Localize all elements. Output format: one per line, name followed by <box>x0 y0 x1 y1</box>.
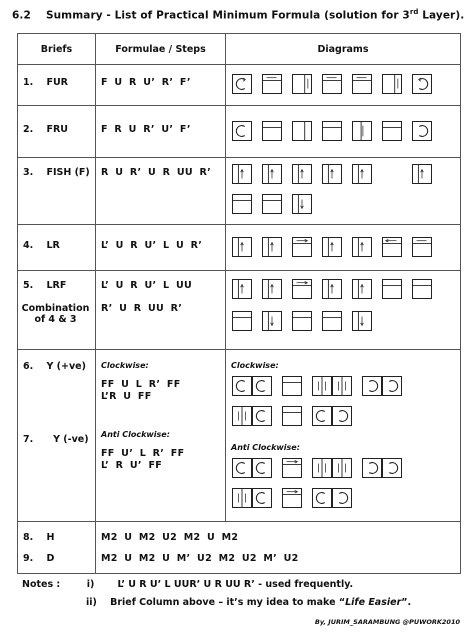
brief-fur <box>18 65 95 88</box>
title-sup: rd <box>409 8 419 16</box>
row-number: 5. <box>23 280 34 291</box>
formula-lrf-2: R’ U R UU R’ <box>101 303 183 314</box>
brief-name: Y (+ve) <box>46 361 86 372</box>
note-text: L’ U R U’ L UUR’ U R UU R’ - used frequently. <box>117 579 354 590</box>
brief-y-neg <box>18 372 95 445</box>
diagram-arrow-right <box>282 488 302 508</box>
diagrams-lrf <box>226 271 461 350</box>
row-fru <box>18 106 461 158</box>
formula-fur: F U R U’ R’ F’ <box>101 77 191 88</box>
diagram-top-bar <box>292 311 312 331</box>
brief-name: LR <box>46 240 60 251</box>
diagram-right-bar <box>292 121 312 141</box>
brief-sub: Combination of 4 & 3 <box>21 303 90 325</box>
formula-d: M2 U M2 U M’ U2 M2 U2 M’ U2 <box>101 553 299 564</box>
header-row <box>18 34 461 65</box>
diagram-anticlockwise-label: Anti Clockwise: <box>231 443 300 452</box>
diagram-top-bar <box>282 376 302 396</box>
diagram-arrow-down <box>292 194 312 214</box>
brief-name: H <box>46 532 55 543</box>
diagram-curve-left <box>232 458 252 478</box>
header-formulae: Formulae / Steps <box>96 34 226 65</box>
anticlockwise-label: Anti Clockwise: <box>101 430 170 439</box>
diagram-top-bar <box>412 237 432 257</box>
diagram-curve-left <box>252 376 272 396</box>
diagram-arrow-up <box>412 164 432 184</box>
diagram-arrow-up <box>262 279 282 299</box>
diagram-curve-left <box>232 74 252 94</box>
diagram-top-bar <box>382 279 402 299</box>
formula-fru: F R U R’ U’ F’ <box>101 124 191 135</box>
row-lrf <box>18 271 461 350</box>
diagram-arrow-up <box>322 237 342 257</box>
row-fish <box>18 158 461 225</box>
title-suffix: Layer). <box>418 9 465 22</box>
diagram-arrow-up <box>352 279 372 299</box>
note-end: ”. <box>401 597 412 608</box>
row-number: 7. <box>23 434 34 445</box>
diagram-curve-left <box>232 376 252 396</box>
brief-name: Y (-ve) <box>53 434 89 445</box>
notes-label: Notes : <box>22 579 61 590</box>
brief-name: FISH (F) <box>46 167 90 178</box>
diagram-curve-right <box>362 458 382 478</box>
brief-name: LRF <box>46 280 67 291</box>
notes-line-2 <box>86 597 411 608</box>
title-text: Summary - List of Practical Minimum Formula (solution for 3 <box>45 9 410 22</box>
brief-h <box>18 522 95 543</box>
diagram-clockwise-label: Clockwise: <box>231 361 279 370</box>
diagram-split-arrows <box>312 458 332 478</box>
row-y <box>18 350 461 522</box>
diagram-arrow-up <box>232 279 252 299</box>
diagram-split-bar <box>352 121 372 141</box>
diagram-curve-left <box>312 488 332 508</box>
diagram-arrow-up <box>322 279 342 299</box>
clockwise-label: Clockwise: <box>101 361 149 370</box>
diagram-arrow-down <box>262 311 282 331</box>
diagrams-fur <box>226 65 461 106</box>
section-number: 6.2 <box>12 9 31 22</box>
diagram-top-bar <box>352 74 372 94</box>
brief-name: FUR <box>46 77 68 88</box>
diagrams-lr <box>226 225 461 271</box>
note-number: ii) <box>86 597 97 608</box>
diagram-top-bar <box>412 279 432 299</box>
diagram-arrow-up <box>232 164 252 184</box>
formula-lr: L’ U R U’ L U R’ <box>101 240 203 251</box>
diagram-top-bar <box>322 311 342 331</box>
brief-fish <box>18 158 95 178</box>
diagram-arrow-down <box>352 311 372 331</box>
brief-lr <box>18 225 95 251</box>
diagram-curve-right <box>332 406 352 426</box>
formula-y-acw-1: FF U’ L R’ FF <box>101 448 185 459</box>
diagram-top-bar <box>382 121 402 141</box>
diagram-curve-right <box>332 488 352 508</box>
diagram-curve-right <box>382 376 402 396</box>
row-fur <box>18 65 461 106</box>
diagram-arrow-right <box>292 237 312 257</box>
row-number: 9. <box>23 553 34 564</box>
row-number: 3. <box>23 167 34 178</box>
diagram-curve-left <box>252 406 272 426</box>
diagram-curve-right <box>382 458 402 478</box>
diagram-arrow-up <box>262 237 282 257</box>
diagram-curve-right <box>362 376 382 396</box>
row-number: 4. <box>23 240 34 251</box>
formula-y-cw-1: FF U L R’ FF <box>101 379 181 390</box>
diagram-split-arrows <box>332 458 352 478</box>
diagram-split-arrows <box>232 406 252 426</box>
brief-d <box>18 543 95 564</box>
diagrams-fru <box>226 106 461 158</box>
formula-fish: R U R’ U R UU R’ <box>101 167 211 178</box>
formula-y-cw-2: L’R U FF <box>101 391 152 402</box>
diagram-split-arrows <box>232 488 252 508</box>
header-briefs: Briefs <box>18 34 96 65</box>
diagram-right-bar <box>292 74 312 94</box>
diagram-curve-left <box>252 458 272 478</box>
diagram-top-bar <box>322 74 342 94</box>
diagrams-fish <box>226 158 461 225</box>
diagram-top-bar <box>262 74 282 94</box>
diagram-arrow-up <box>292 164 312 184</box>
diagram-arrow-up <box>352 237 372 257</box>
note-number: i) <box>86 579 95 590</box>
diagram-split-arrows <box>312 376 332 396</box>
author-byline: By, JURIM_SARAMBUNG @PUWORK2010 <box>314 618 460 626</box>
formula-h: M2 U M2 U2 M2 U M2 <box>101 532 239 543</box>
diagram-top-bar <box>282 406 302 426</box>
note-text: Brief Column above – it’s my idea to make “ <box>110 597 346 608</box>
row-number: 8. <box>23 532 34 543</box>
row-number: 2. <box>23 124 34 135</box>
diagram-arrow-right <box>292 279 312 299</box>
diagram-top-bar <box>262 121 282 141</box>
formula-lrf-1: L’ U R U’ L UU <box>101 280 193 291</box>
brief-fru <box>18 106 95 135</box>
notes-line-1 <box>22 579 353 590</box>
brief-name: FRU <box>46 124 68 135</box>
row-lr <box>18 225 461 271</box>
diagram-arrow-left <box>382 237 402 257</box>
diagram-arrow-up <box>322 164 342 184</box>
diagram-top-bar <box>262 194 282 214</box>
diagram-top-bar <box>322 121 342 141</box>
diagram-curve-left <box>232 121 252 141</box>
brief-lrf <box>18 271 95 291</box>
page-title <box>12 8 464 22</box>
row-number: 1. <box>23 77 34 88</box>
diagram-right-bar <box>382 74 402 94</box>
brief-y-pos <box>18 350 95 372</box>
diagram-top-bar <box>232 194 252 214</box>
diagram-arrow-up <box>262 164 282 184</box>
brief-name: D <box>46 553 55 564</box>
formula-y-acw-2: L’ R U’ FF <box>101 460 163 471</box>
row-number: 6. <box>23 361 34 372</box>
diagram-arrow-up <box>232 237 252 257</box>
row-hd <box>18 522 461 574</box>
diagram-curve-right <box>412 74 432 94</box>
diagram-top-bar <box>232 311 252 331</box>
diagrams-y <box>226 350 461 522</box>
diagram-split-arrows <box>332 376 352 396</box>
diagram-curve-left <box>252 488 272 508</box>
header-diagrams: Diagrams <box>226 34 461 65</box>
formula-table <box>17 33 461 574</box>
diagram-arrow-right <box>282 458 302 478</box>
diagram-curve-right <box>412 121 432 141</box>
diagram-arrow-up <box>352 164 372 184</box>
note-emphasis: Life Easier <box>345 597 402 608</box>
diagram-curve-left <box>312 406 332 426</box>
